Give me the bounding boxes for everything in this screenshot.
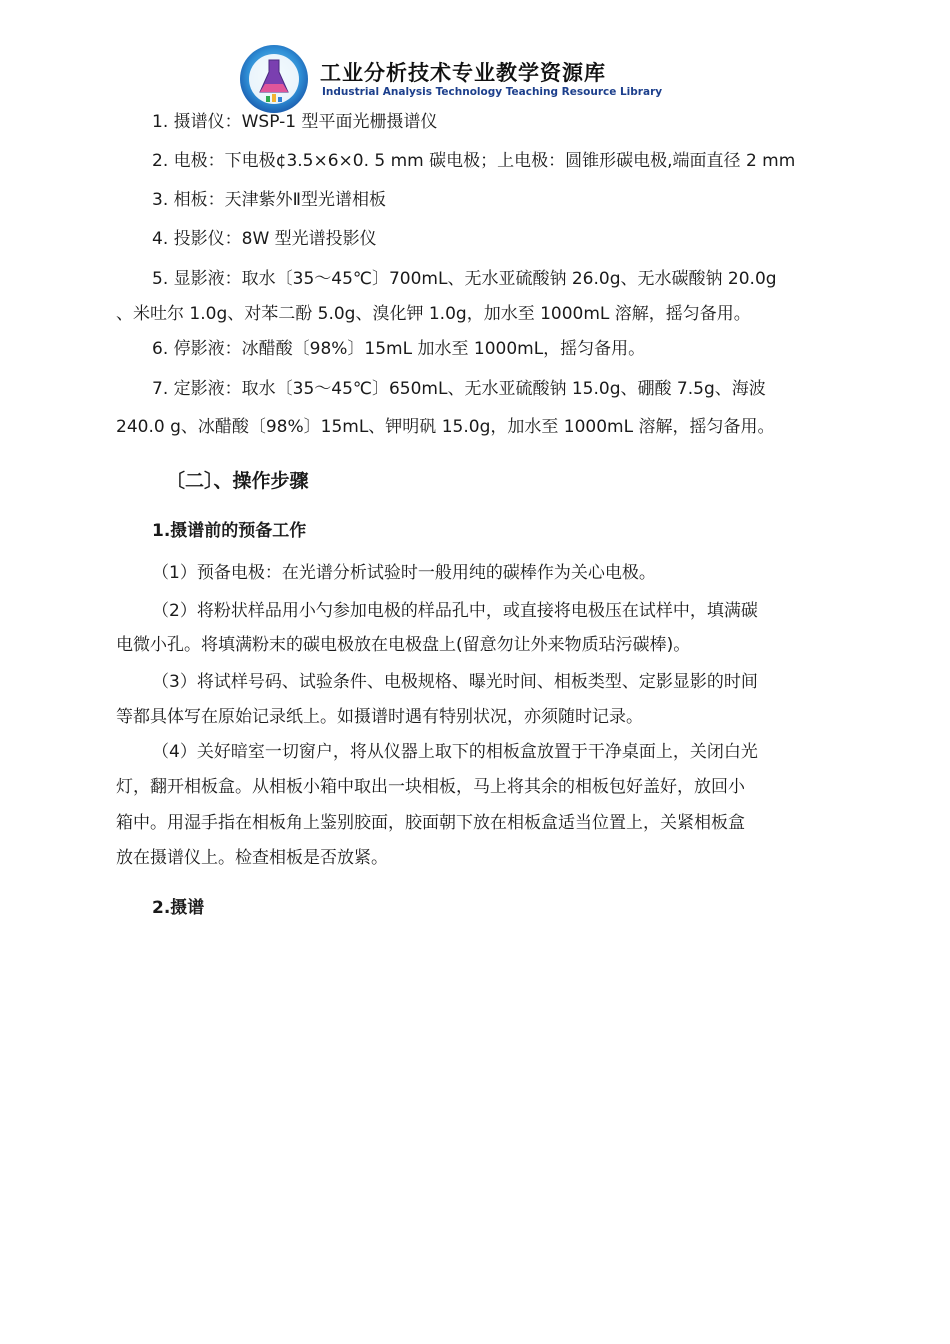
header-title: 工业分析技术专业教学资源库 [320, 61, 606, 85]
equipment-item-4: 4. 投影仪：8W 型光谱投影仪 [152, 229, 377, 249]
equipment-item-5-cont: 、米吐尔 1.0g、对苯二酚 5.0g、溴化钾 1.0g，加水至 1000mL 溶解，摇匀备用。 [116, 304, 751, 324]
header-subtitle: Industrial Analysis Technology Teaching Resource Library [322, 86, 663, 98]
subsection-heading-2: 2.摄谱 [152, 898, 205, 918]
equipment-item-7: 7. 定影液：取水〔35～45℃〕650mL、无水亚硫酸钠 15.0g、硼酸 7.5g、海波 [152, 379, 766, 399]
equipment-item-5: 5. 显影液：取水〔35～45℃〕700mL、无水亚硫酸钠 26.0g、无水碳酸钠 20.0g [152, 269, 777, 289]
section-heading: 〔二〕、操作步骤 [166, 470, 309, 492]
equipment-item-2: 2. 电极：下电极¢3.5×6×0. 5 mm 碳电极；上电极：圆锥形碳电极,端面直径 2 mm [152, 151, 796, 171]
logo-icon [236, 44, 312, 114]
paragraph-line: 箱中。用湿手指在相板角上鉴别胶面，胶面朝下放在相板盒适当位置上，关紧相板盒 [116, 813, 745, 833]
paragraph-line: （3）将试样号码、试验条件、电极规格、曝光时间、相板类型、定影显影的时间 [152, 672, 758, 692]
subsection-heading-1: 1.摄谱前的预备工作 [152, 521, 307, 541]
paragraph-line: 放在摄谱仪上。检查相板是否放紧。 [116, 848, 388, 868]
equipment-item-1: 1. 摄谱仪：WSP-1 型平面光栅摄谱仪 [152, 112, 438, 132]
paragraph-line: （4）关好暗室一切窗户，将从仪器上取下的相板盒放置于干净桌面上，关闭白光 [152, 742, 758, 762]
paragraph-line: 电微小孔。将填满粉末的碳电极放在电极盘上(留意勿让外来物质玷污碳棒)。 [116, 635, 691, 655]
paragraph-line: 灯，翻开相板盒。从相板小箱中取出一块相板，马上将其余的相板包好盖好，放回小 [116, 777, 745, 797]
paragraph-line: 等都具体写在原始记录纸上。如摄谱时遇有特别状况，亦须随时记录。 [116, 707, 643, 727]
paragraph-line: （1）预备电极：在光谱分析试验时一般用纯的碳棒作为关心电极。 [152, 563, 656, 583]
paragraph-line: （2）将粉状样品用小勺参加电极的样品孔中，或直接将电极压在试样中，填满碳 [152, 601, 758, 621]
equipment-item-7-cont: 240.0 g、冰醋酸〔98%〕15mL、钾明矾 15.0g，加水至 1000mL 溶解，摇匀备用。 [116, 417, 775, 437]
equipment-item-6: 6. 停影液：冰醋酸〔98%〕15mL 加水至 1000mL，摇匀备用。 [152, 339, 646, 359]
equipment-item-3: 3. 相板：天津紫外Ⅱ型光谱相板 [152, 190, 386, 210]
page-header [236, 44, 663, 116]
